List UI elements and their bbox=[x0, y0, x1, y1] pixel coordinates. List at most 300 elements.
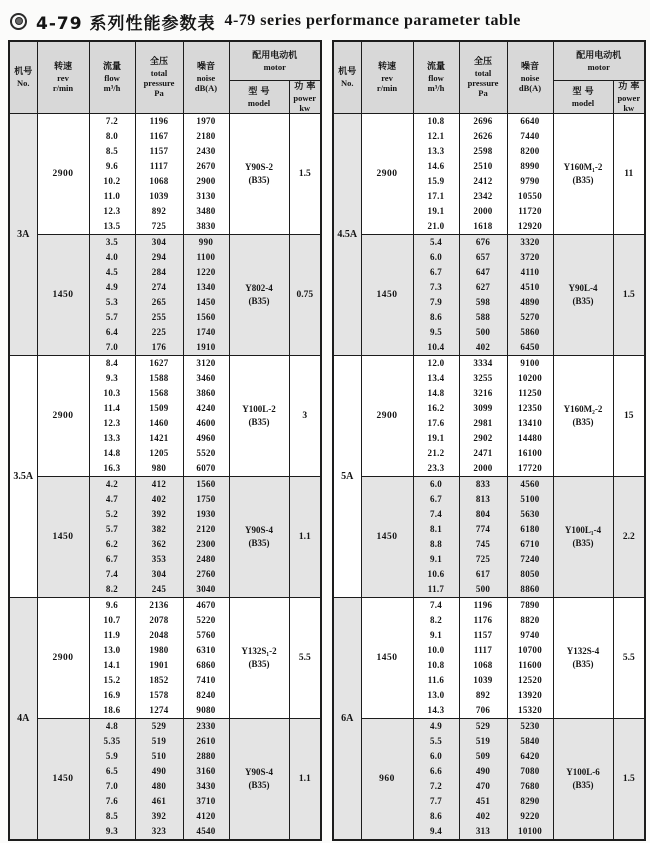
header-col-flow bbox=[89, 41, 135, 114]
flow-value: 19.1 bbox=[427, 206, 445, 216]
model-line: (B35) bbox=[248, 417, 270, 427]
pressure-value: 2626 bbox=[473, 131, 493, 141]
flow-value: 8.6 bbox=[429, 811, 443, 821]
model-line: Y100L-6 bbox=[566, 767, 600, 777]
noise-value: 1560 bbox=[196, 312, 216, 322]
header-col-no bbox=[9, 41, 37, 114]
model-line: Y90L-4 bbox=[568, 283, 598, 293]
pressure-value: 2048 bbox=[149, 630, 169, 640]
noise-value: 9100 bbox=[520, 358, 540, 368]
machine-row bbox=[333, 235, 645, 356]
flow-value: 10.0 bbox=[427, 645, 445, 655]
pressure-value: 617 bbox=[475, 569, 491, 579]
noise-value: 8240 bbox=[196, 690, 216, 700]
noise-value: 8990 bbox=[520, 161, 540, 171]
flow-value: 10.7 bbox=[103, 615, 121, 625]
noise-value: 1970 bbox=[196, 116, 216, 126]
header-zh: 机号 bbox=[14, 67, 33, 77]
model-line: Y802-4 bbox=[245, 283, 273, 293]
header-row-1 bbox=[333, 41, 645, 81]
machine-row bbox=[333, 598, 645, 719]
power-cell: 1.5 bbox=[289, 114, 321, 235]
model-line: (B35) bbox=[572, 780, 594, 790]
flow-value: 6.0 bbox=[429, 751, 443, 761]
header-en: noise bbox=[520, 73, 540, 83]
header-zh: 机号 bbox=[338, 67, 357, 77]
pressure-value: 1039 bbox=[149, 191, 169, 201]
noise-value: 3130 bbox=[196, 191, 216, 201]
pressure-value: 490 bbox=[151, 766, 167, 776]
flow-value: 11.4 bbox=[103, 403, 121, 413]
header-zh: 流量 bbox=[427, 62, 446, 72]
header-col-rev bbox=[37, 41, 89, 114]
header-en: model bbox=[571, 97, 595, 108]
pressure-value: 1274 bbox=[149, 705, 169, 715]
flow-value: 5.7 bbox=[105, 524, 119, 534]
pressure-value: 598 bbox=[475, 297, 491, 307]
noise-value: 9220 bbox=[520, 811, 540, 821]
motor-model-cell bbox=[229, 598, 289, 719]
noise-value: 14480 bbox=[518, 433, 543, 443]
noise-value: 4560 bbox=[520, 479, 540, 489]
page-title bbox=[10, 6, 642, 36]
header-col-motor bbox=[553, 41, 645, 81]
noise-values-cell bbox=[507, 719, 553, 841]
pressure-value: 3255 bbox=[473, 373, 493, 383]
header-col-no bbox=[333, 41, 361, 114]
flow-value: 4.9 bbox=[429, 721, 443, 731]
flow-value: 6.6 bbox=[429, 766, 443, 776]
machine-row bbox=[333, 114, 645, 235]
flow-value: 7.7 bbox=[429, 796, 443, 806]
noise-value: 4240 bbox=[196, 403, 216, 413]
noise-value: 5220 bbox=[196, 615, 216, 625]
flow-value: 5.3 bbox=[105, 297, 119, 307]
pressure-value: 382 bbox=[151, 524, 167, 534]
noise-value: 2760 bbox=[196, 569, 216, 579]
header-en: r/min bbox=[376, 83, 398, 93]
pressure-values-cell bbox=[459, 719, 507, 841]
noise-value: 5100 bbox=[520, 494, 540, 504]
model-line: Y132S-4 bbox=[566, 646, 600, 656]
noise-value: 5860 bbox=[520, 327, 540, 337]
flow-value: 4.2 bbox=[105, 479, 119, 489]
flow-value: 14.8 bbox=[427, 388, 445, 398]
flow-value: 12.3 bbox=[103, 206, 121, 216]
model-line: Y160M₂-2 bbox=[563, 404, 603, 414]
pressure-value: 1852 bbox=[149, 675, 169, 685]
model-line: (B35) bbox=[248, 659, 270, 669]
model-line: Y132S₁-2 bbox=[241, 646, 277, 656]
flow-value: 21.2 bbox=[427, 448, 445, 458]
flow-value: 5.9 bbox=[105, 751, 119, 761]
motor-model-cell bbox=[553, 235, 613, 356]
machine-no-cell: 3A bbox=[9, 114, 37, 356]
noise-value: 2880 bbox=[196, 751, 216, 761]
noise-value: 6420 bbox=[520, 751, 540, 761]
header-zh: 型 号 bbox=[248, 86, 270, 97]
flow-value: 9.1 bbox=[429, 630, 443, 640]
model-line: Y90S-2 bbox=[244, 162, 273, 172]
pressure-value: 490 bbox=[475, 766, 491, 776]
noise-values-cell bbox=[507, 114, 553, 235]
pressure-value: 500 bbox=[475, 327, 491, 337]
pressure-values-cell bbox=[135, 477, 183, 598]
header-en: No. bbox=[341, 78, 354, 88]
pressure-value: 245 bbox=[151, 584, 167, 594]
flow-value: 13.3 bbox=[103, 433, 121, 443]
flow-value: 4.7 bbox=[105, 494, 119, 504]
noise-value: 3430 bbox=[196, 781, 216, 791]
flow-value: 7.4 bbox=[105, 569, 119, 579]
pressure-value: 1627 bbox=[149, 358, 169, 368]
rev-cell: 1450 bbox=[37, 477, 89, 598]
noise-value: 10100 bbox=[518, 826, 543, 836]
flow-value: 7.4 bbox=[429, 509, 443, 519]
flow-value: 7.4 bbox=[429, 600, 443, 610]
rev-cell: 2900 bbox=[361, 356, 413, 477]
pressure-value: 392 bbox=[151, 509, 167, 519]
noise-value: 9080 bbox=[196, 705, 216, 715]
header-en: power bbox=[617, 92, 641, 103]
pressure-value: 657 bbox=[475, 252, 491, 262]
model-line: (B35) bbox=[572, 538, 594, 548]
noise-value: 1100 bbox=[196, 252, 216, 262]
machine-row bbox=[9, 356, 321, 477]
flow-value: 12.0 bbox=[427, 358, 445, 368]
model-line: (B35) bbox=[572, 659, 594, 669]
flow-value: 5.2 bbox=[105, 509, 119, 519]
header-en: rev bbox=[57, 73, 69, 83]
noise-value: 2900 bbox=[196, 176, 216, 186]
pressure-value: 500 bbox=[475, 584, 491, 594]
pressure-value: 392 bbox=[151, 811, 167, 821]
noise-value: 6860 bbox=[196, 660, 216, 670]
flow-value: 8.4 bbox=[105, 358, 119, 368]
header-col-pressure bbox=[459, 41, 507, 114]
noise-value: 1560 bbox=[196, 479, 216, 489]
machine-row bbox=[333, 356, 645, 477]
rev-cell: 1450 bbox=[361, 235, 413, 356]
rev-cell: 1450 bbox=[361, 477, 413, 598]
header-col-noise bbox=[507, 41, 553, 114]
noise-value: 7240 bbox=[520, 554, 540, 564]
noise-values-cell bbox=[183, 356, 229, 477]
pressure-value: 2136 bbox=[149, 600, 169, 610]
flow-value: 6.7 bbox=[429, 267, 443, 277]
noise-value: 12350 bbox=[518, 403, 543, 413]
noise-value: 1740 bbox=[196, 327, 216, 337]
rev-cell: 2900 bbox=[361, 114, 413, 235]
flow-value: 5.4 bbox=[429, 237, 443, 247]
table-header bbox=[9, 41, 321, 114]
pressure-values-cell bbox=[135, 356, 183, 477]
flow-values-cell bbox=[413, 114, 459, 235]
flow-value: 8.1 bbox=[429, 524, 443, 534]
flow-value: 9.5 bbox=[429, 327, 443, 337]
header-en: dB(A) bbox=[518, 83, 542, 93]
header-zh: 流量 bbox=[102, 62, 121, 72]
pressure-value: 833 bbox=[475, 479, 491, 489]
pressure-value: 304 bbox=[151, 569, 167, 579]
pressure-value: 1176 bbox=[473, 615, 493, 625]
rev-cell: 1450 bbox=[361, 598, 413, 719]
header-en: dB(A) bbox=[194, 83, 218, 93]
pressure-value: 892 bbox=[475, 690, 491, 700]
header-zh: 配用电动机 bbox=[252, 50, 298, 61]
noise-value: 10550 bbox=[518, 191, 543, 201]
header-en: power bbox=[293, 92, 317, 103]
flow-values-cell bbox=[89, 235, 135, 356]
header-en: model bbox=[247, 97, 271, 108]
motor-model-cell bbox=[553, 477, 613, 598]
power-cell: 1.5 bbox=[613, 235, 645, 356]
flow-values-cell bbox=[413, 719, 459, 841]
noise-value: 11720 bbox=[518, 206, 542, 216]
performance-table-left bbox=[8, 40, 322, 841]
header-zh: 转速 bbox=[378, 62, 397, 72]
noise-value: 3480 bbox=[196, 206, 216, 216]
header-zh: 全压 bbox=[474, 57, 493, 67]
flow-value: 6.7 bbox=[105, 554, 119, 564]
flow-values-cell bbox=[413, 598, 459, 719]
pressure-value: 313 bbox=[475, 826, 491, 836]
noise-value: 3160 bbox=[196, 766, 216, 776]
flow-value: 17.1 bbox=[427, 191, 445, 201]
table-header bbox=[333, 41, 645, 114]
flow-values-cell bbox=[413, 356, 459, 477]
noise-value: 2480 bbox=[196, 554, 216, 564]
noise-value: 2430 bbox=[196, 146, 216, 156]
flow-value: 6.4 bbox=[105, 327, 119, 337]
noise-value: 3710 bbox=[196, 796, 216, 806]
flow-value: 8.5 bbox=[105, 146, 119, 156]
pressure-value: 510 bbox=[151, 751, 167, 761]
pressure-value: 2078 bbox=[149, 615, 169, 625]
machine-row bbox=[9, 598, 321, 719]
pressure-value: 2696 bbox=[473, 116, 493, 126]
flow-value: 10.8 bbox=[427, 116, 445, 126]
pressure-value: 353 bbox=[151, 554, 167, 564]
flow-value: 7.9 bbox=[429, 297, 443, 307]
pressure-value: 2342 bbox=[473, 191, 493, 201]
pressure-value: 1421 bbox=[149, 433, 169, 443]
pressure-values-cell bbox=[459, 477, 507, 598]
flow-values-cell bbox=[413, 235, 459, 356]
header-en: kw bbox=[623, 102, 635, 113]
flow-value: 12.3 bbox=[103, 418, 121, 428]
noise-value: 4670 bbox=[196, 600, 216, 610]
pressure-value: 1901 bbox=[149, 660, 169, 670]
noise-value: 2330 bbox=[196, 721, 216, 731]
rev-cell: 960 bbox=[361, 719, 413, 841]
pressure-value: 225 bbox=[151, 327, 167, 337]
pressure-value: 2412 bbox=[473, 176, 493, 186]
flow-values-cell bbox=[413, 477, 459, 598]
pressure-value: 402 bbox=[475, 342, 491, 352]
pressure-value: 1205 bbox=[149, 448, 169, 458]
noise-values-cell bbox=[183, 719, 229, 841]
header-zh: 全压 bbox=[149, 57, 168, 67]
noise-values-cell bbox=[507, 235, 553, 356]
noise-value: 3320 bbox=[520, 237, 540, 247]
machine-row bbox=[9, 235, 321, 356]
header-en: noise bbox=[196, 73, 216, 83]
flow-value: 10.6 bbox=[427, 569, 445, 579]
model-line: (B35) bbox=[248, 296, 270, 306]
header-col-model bbox=[229, 81, 289, 114]
motor-model-cell bbox=[553, 598, 613, 719]
power-cell: 5.5 bbox=[289, 598, 321, 719]
pressure-value: 2000 bbox=[473, 463, 493, 473]
pressure-value: 1157 bbox=[473, 630, 493, 640]
pressure-value: 412 bbox=[151, 479, 167, 489]
motor-model-cell bbox=[229, 235, 289, 356]
noise-value: 8290 bbox=[520, 796, 540, 806]
flow-value: 18.6 bbox=[103, 705, 121, 715]
noise-value: 6310 bbox=[196, 645, 216, 655]
motor-model-cell bbox=[553, 719, 613, 841]
pressure-value: 1039 bbox=[473, 675, 493, 685]
pressure-value: 980 bbox=[151, 463, 167, 473]
pressure-value: 470 bbox=[475, 781, 491, 791]
header-zh: 噪音 bbox=[196, 62, 215, 72]
pressure-value: 1167 bbox=[149, 131, 169, 141]
noise-value: 5520 bbox=[196, 448, 216, 458]
noise-value: 8050 bbox=[520, 569, 540, 579]
pressure-value: 1196 bbox=[149, 116, 169, 126]
noise-value: 8820 bbox=[520, 615, 540, 625]
header-col-power bbox=[289, 81, 321, 114]
pressure-value: 647 bbox=[475, 267, 491, 277]
flow-values-cell bbox=[89, 598, 135, 719]
pressure-values-cell bbox=[135, 719, 183, 841]
header-en: total bbox=[474, 68, 492, 78]
flow-value: 4.8 bbox=[105, 721, 119, 731]
motor-model-cell bbox=[553, 114, 613, 235]
model-line: (B35) bbox=[248, 780, 270, 790]
pressure-value: 1157 bbox=[149, 146, 169, 156]
flow-value: 13.0 bbox=[427, 690, 445, 700]
flow-values-cell bbox=[89, 114, 135, 235]
noise-values-cell bbox=[183, 235, 229, 356]
pressure-value: 3216 bbox=[473, 388, 493, 398]
noise-value: 1220 bbox=[196, 267, 216, 277]
power-cell: 1.1 bbox=[289, 719, 321, 841]
pressure-value: 480 bbox=[151, 781, 167, 791]
pressure-value: 1588 bbox=[149, 373, 169, 383]
pressure-values-cell bbox=[459, 598, 507, 719]
flow-value: 5.35 bbox=[103, 736, 121, 746]
noise-value: 1750 bbox=[196, 494, 216, 504]
machine-row bbox=[9, 114, 321, 235]
pressure-value: 284 bbox=[151, 267, 167, 277]
pressure-value: 1618 bbox=[473, 221, 493, 231]
pressure-value: 706 bbox=[475, 705, 491, 715]
header-en: Pa bbox=[154, 88, 164, 98]
model-line: Y90S-4 bbox=[244, 767, 273, 777]
power-cell: 5.5 bbox=[613, 598, 645, 719]
header-en: total bbox=[150, 68, 168, 78]
pressure-value: 892 bbox=[151, 206, 167, 216]
flow-value: 7.2 bbox=[429, 781, 443, 791]
model-line: Y160M₁-2 bbox=[563, 162, 603, 172]
noise-value: 7440 bbox=[520, 131, 540, 141]
machine-no-cell: 4.5A bbox=[333, 114, 361, 356]
rev-cell: 2900 bbox=[37, 114, 89, 235]
header-en: Pa bbox=[478, 88, 488, 98]
pressure-value: 402 bbox=[475, 811, 491, 821]
header-row-1 bbox=[9, 41, 321, 81]
flow-value: 10.8 bbox=[427, 660, 445, 670]
noise-value: 4510 bbox=[520, 282, 540, 292]
noise-value: 990 bbox=[198, 237, 214, 247]
noise-value: 7680 bbox=[520, 781, 540, 791]
flow-value: 8.0 bbox=[105, 131, 119, 141]
noise-values-cell bbox=[507, 356, 553, 477]
machine-no-cell: 3.5A bbox=[9, 356, 37, 598]
pressure-value: 509 bbox=[475, 751, 491, 761]
flow-value: 8.2 bbox=[105, 584, 119, 594]
power-cell: 1.5 bbox=[613, 719, 645, 841]
pressure-value: 362 bbox=[151, 539, 167, 549]
noise-value: 10200 bbox=[518, 373, 543, 383]
noise-value: 17720 bbox=[518, 463, 543, 473]
noise-values-cell bbox=[507, 477, 553, 598]
noise-value: 8860 bbox=[520, 584, 540, 594]
header-col-noise bbox=[183, 41, 229, 114]
pressure-value: 1568 bbox=[149, 388, 169, 398]
pressure-value: 1460 bbox=[149, 418, 169, 428]
model-line: Y90S-4 bbox=[244, 525, 273, 535]
pressure-value: 529 bbox=[151, 721, 167, 731]
flow-value: 7.2 bbox=[105, 116, 119, 126]
flow-value: 9.4 bbox=[429, 826, 443, 836]
flow-value: 9.6 bbox=[105, 161, 119, 171]
pressure-value: 1578 bbox=[149, 690, 169, 700]
noise-value: 2180 bbox=[196, 131, 216, 141]
noise-value: 12920 bbox=[518, 221, 543, 231]
flow-value: 6.0 bbox=[429, 252, 443, 262]
pressure-value: 1196 bbox=[473, 600, 493, 610]
motor-model-cell bbox=[229, 719, 289, 841]
noise-value: 1450 bbox=[196, 297, 216, 307]
table-body bbox=[9, 114, 321, 841]
machine-no-cell: 6A bbox=[333, 598, 361, 841]
motor-model-cell bbox=[553, 356, 613, 477]
flow-value: 10.2 bbox=[103, 176, 121, 186]
noise-value: 3040 bbox=[196, 584, 216, 594]
header-zh: 型 号 bbox=[572, 86, 594, 97]
noise-value: 6640 bbox=[520, 116, 540, 126]
target-icon bbox=[10, 13, 27, 30]
flow-value: 7.0 bbox=[105, 781, 119, 791]
pressure-value: 451 bbox=[475, 796, 491, 806]
flow-value: 10.3 bbox=[103, 388, 121, 398]
pressure-value: 2510 bbox=[473, 161, 493, 171]
flow-value: 13.3 bbox=[427, 146, 445, 156]
flow-value: 7.3 bbox=[429, 282, 443, 292]
motor-model-cell bbox=[229, 356, 289, 477]
power-cell: 3 bbox=[289, 356, 321, 477]
pressure-value: 804 bbox=[475, 509, 491, 519]
flow-value: 14.3 bbox=[427, 705, 445, 715]
power-cell: 15 bbox=[613, 356, 645, 477]
title-en: 4-79 series performance parameter table bbox=[224, 12, 521, 29]
flow-value: 6.2 bbox=[105, 539, 119, 549]
noise-value: 2300 bbox=[196, 539, 216, 549]
flow-value: 23.3 bbox=[427, 463, 445, 473]
